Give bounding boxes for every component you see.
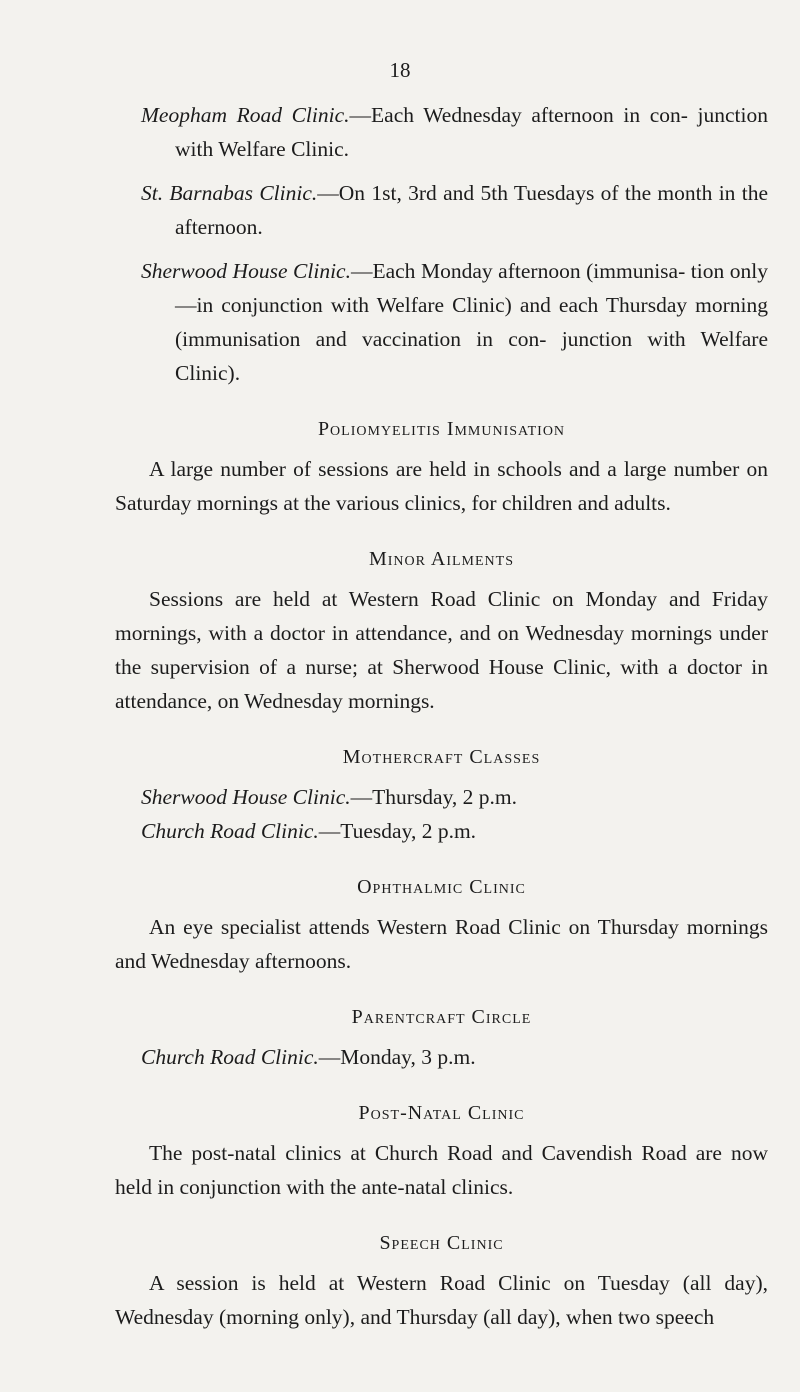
clinic-times: —Monday, 3 p.m. <box>318 1045 476 1069</box>
clinic-entry-sherwood <box>115 254 768 390</box>
clinic-entry-meopham <box>115 98 768 166</box>
section-text-polio: A large number of sessions are held in schools and a large number on Saturday mornings at the various clinics, for children and adults. <box>115 457 768 515</box>
section-heading-parentcraft: Parentcraft Circle <box>351 1006 532 1028</box>
clinic-entry-st-barnabas <box>115 176 768 244</box>
section-heading-mothercraft: Mothercraft Classes <box>342 746 541 768</box>
clinic-name: Sherwood House Clinic. <box>141 259 351 283</box>
section-text-ophthalmic: An eye specialist attends Western Road Clinic on Thursday mornings and Wednesday afternoons. <box>115 915 768 973</box>
section-text-minor-ailments: Sessions are held at Western Road Clinic on Monday and Friday mornings, with a doctor in attendance, and on Wednesday mornings under the supervision of a nurse; at Sherwood House Clinic, with a doctor in attendance, on Wednesday mornings. <box>115 587 768 713</box>
page-number: 18 <box>389 58 411 82</box>
section-text-speech: A session is held at Western Road Clinic on Tuesday (all day), Wednesday (morning only), and Thursday (all day), when two speech <box>115 1271 768 1329</box>
clinic-times: —Thursday, 2 p.m. <box>350 785 518 809</box>
section-heading-minor-ailments: Minor Ailments <box>368 548 514 570</box>
section-heading-speech: Speech Clinic <box>379 1232 504 1254</box>
clinic-times: —Each Wednesday afternoon in con- junction with Welfare Clinic. <box>175 103 768 161</box>
clinic-name: Church Road Clinic. <box>141 819 319 843</box>
parentcraft-line <box>115 1040 768 1074</box>
section-text-post-natal: The post-natal clinics at Church Road and Cavendish Road are now held in conjunction with the ante-natal clinics. <box>115 1141 768 1199</box>
section-heading-polio: Poliomyelitis Immunisation <box>317 418 566 440</box>
clinic-name: Sherwood House Clinic. <box>141 785 351 809</box>
page-body <box>115 98 768 1334</box>
mothercraft-line <box>115 814 768 848</box>
clinic-name: St. Barnabas Clinic. <box>141 181 318 205</box>
clinic-name: Meopham Road Clinic. <box>141 103 350 127</box>
clinic-times: —On 1st, 3rd and 5th Tuesdays of the month in the afternoon. <box>175 181 768 239</box>
section-heading-ophthalmic: Ophthalmic Clinic <box>357 876 526 898</box>
clinic-times: —Each Monday afternoon (immunisa- tion only—in conjunction with Welfare Clinic) and each Thursday morning (immunisation and vaccination in con- junction with Welfare Clinic). <box>175 259 768 385</box>
clinic-name: Church Road Clinic. <box>141 1045 319 1069</box>
clinic-times: —Tuesday, 2 p.m. <box>318 819 477 843</box>
mothercraft-line <box>115 780 768 814</box>
section-heading-post-natal: Post-Natal Clinic <box>358 1102 525 1124</box>
